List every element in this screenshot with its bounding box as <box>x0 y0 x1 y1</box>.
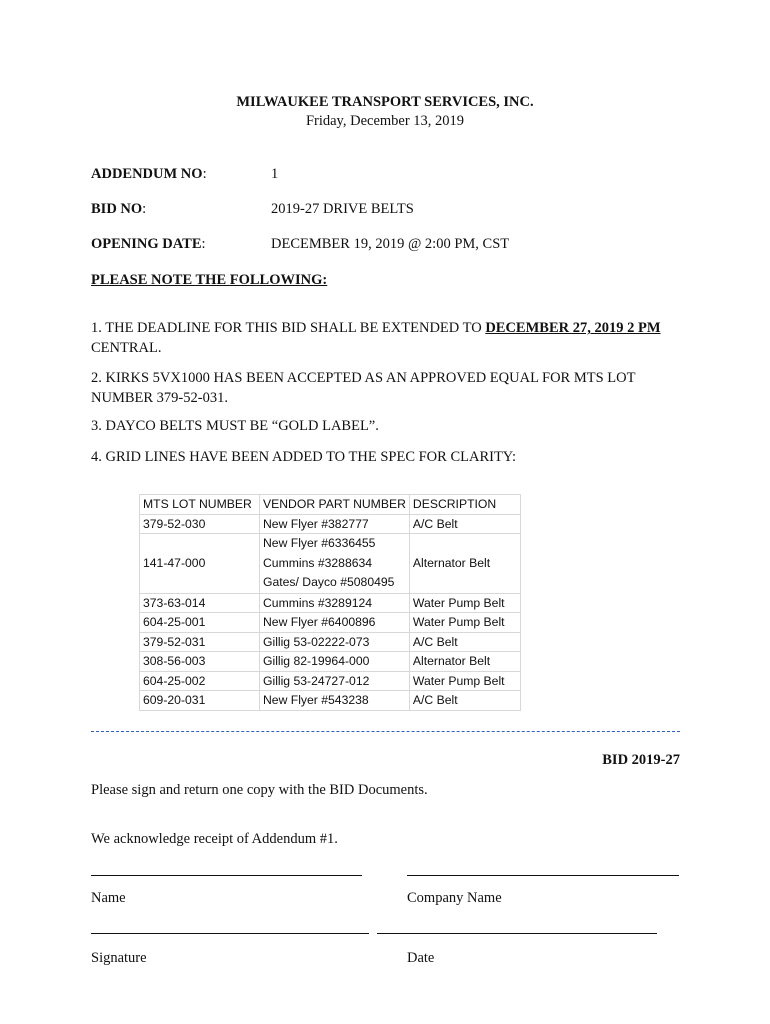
table-row <box>140 534 521 594</box>
notice-item-4: 4. GRID LINES HAVE BEEN ADDED TO THE SPEC FOR CLARITY: <box>91 449 516 465</box>
lot-cell: 604-25-001 <box>140 613 260 633</box>
opening-date-label: OPENING DATE: <box>91 236 206 252</box>
part-cell: New Flyer #382777 <box>260 514 410 534</box>
lot-cell: 308-56-003 <box>140 652 260 672</box>
signature-line[interactable] <box>91 933 369 934</box>
bid-no-value: 2019-27 DRIVE BELTS <box>271 201 414 217</box>
document-date: Friday, December 13, 2019 <box>305 113 465 129</box>
description-cell: Water Pump Belt <box>409 593 520 613</box>
company-name: MILWAUKEE TRANSPORT SERVICES, INC. <box>236 94 534 110</box>
bid-no-label: BID NO: <box>91 201 147 217</box>
part-cell <box>260 534 410 594</box>
part-line: Gates/ Dayco #5080495 <box>263 575 395 589</box>
description-cell: A/C Belt <box>409 632 520 652</box>
cut-line-divider <box>91 731 680 732</box>
receipt-acknowledgement: We acknowledge receipt of Addendum #1. <box>91 831 338 847</box>
lot-cell: 604-25-002 <box>140 671 260 691</box>
description-cell: A/C Belt <box>409 691 520 711</box>
table-row <box>140 613 521 633</box>
notice-item-3: 3. DAYCO BELTS MUST BE “GOLD LABEL”. <box>91 418 379 434</box>
table-row <box>140 632 521 652</box>
part-line: Cummins #3288634 <box>263 555 373 570</box>
header-mts-lot: MTS LOT NUMBER <box>140 495 260 515</box>
spec-table <box>139 494 521 711</box>
description-cell: Alternator Belt <box>409 534 520 594</box>
bid-reference: BID 2019-27 <box>602 752 680 768</box>
extended-deadline: DECEMBER 27, 2019 2 PM <box>485 320 661 336</box>
lot-cell: 609-20-031 <box>140 691 260 711</box>
lot-cell: 379-52-030 <box>140 514 260 534</box>
header-description: DESCRIPTION <box>409 495 520 515</box>
part-cell: Cummins #3289124 <box>260 593 410 613</box>
table-row <box>140 652 521 672</box>
company-name-label: Company Name <box>407 890 502 906</box>
description-cell: Water Pump Belt <box>409 671 520 691</box>
description-cell: A/C Belt <box>409 514 520 534</box>
date-line[interactable] <box>377 933 657 934</box>
part-line: New Flyer #6336455 <box>263 536 376 550</box>
table-row <box>140 593 521 613</box>
addendum-no-label: ADDENDUM NO: <box>91 166 207 182</box>
notice-heading: PLEASE NOTE THE FOLLOWING: <box>91 272 328 288</box>
part-cell: Gillig 53-24727-012 <box>260 671 410 691</box>
part-cell: Gillig 82-19964-000 <box>260 652 410 672</box>
return-instruction: Please sign and return one copy with the BID Documents. <box>91 782 428 798</box>
table-row <box>140 671 521 691</box>
table-row <box>140 514 521 534</box>
name-signature-line[interactable] <box>91 875 362 876</box>
part-cell: Gillig 53-02222-073 <box>260 632 410 652</box>
table-header-row <box>140 495 521 515</box>
notice-item-1: 1. THE DEADLINE FOR THIS BID SHALL BE EXTENDED TO DECEMBER 27, 2019 2 PM CENTRAL. <box>91 320 661 356</box>
addendum-no-value: 1 <box>271 166 279 182</box>
lot-cell: 141-47-000 <box>140 534 260 594</box>
part-cell: New Flyer #543238 <box>260 691 410 711</box>
signature-label: Signature <box>91 950 147 966</box>
name-label: Name <box>91 890 126 906</box>
opening-date-value: DECEMBER 19, 2019 @ 2:00 PM, CST <box>271 236 510 252</box>
notice-item-2: 2. KIRKS 5VX1000 HAS BEEN ACCEPTED AS AN APPROVED EQUAL FOR MTS LOT NUMBER 379-52-031. <box>91 370 636 406</box>
description-cell: Water Pump Belt <box>409 613 520 633</box>
lot-cell: 379-52-031 <box>140 632 260 652</box>
company-name-signature-line[interactable] <box>407 875 679 876</box>
table-row <box>140 691 521 711</box>
date-label: Date <box>407 950 435 966</box>
description-cell: Alternator Belt <box>409 652 520 672</box>
lot-cell: 373-63-014 <box>140 593 260 613</box>
part-cell: New Flyer #6400896 <box>260 613 410 633</box>
header-vendor-part: VENDOR PART NUMBER <box>260 495 410 515</box>
